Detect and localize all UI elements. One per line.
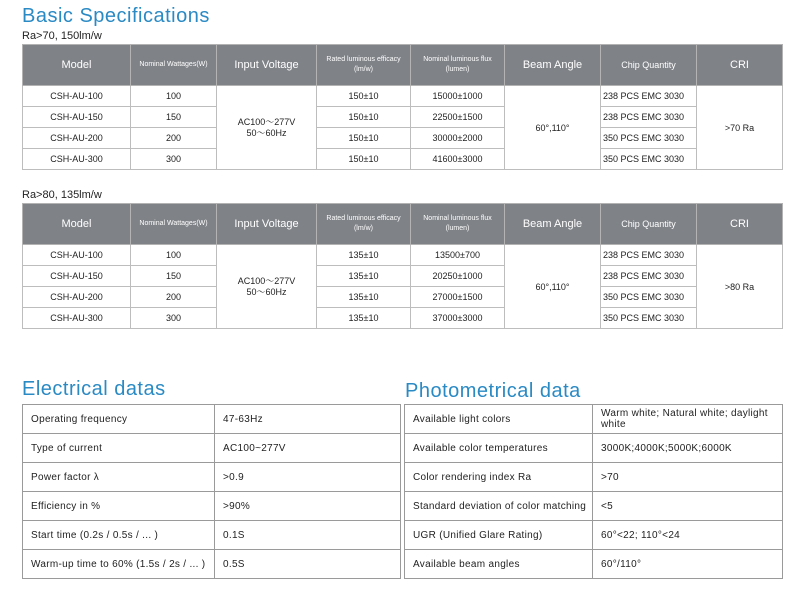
photometrical-value: >70 (593, 463, 783, 492)
model-cell: CSH-AU-100 (23, 86, 131, 107)
flux-cell: 30000±2000 (411, 128, 505, 149)
flux-cell: 13500±700 (411, 245, 505, 266)
photometrical-label: Available beam angles (405, 550, 593, 579)
spec-table-2 (22, 203, 783, 329)
header-flux: Nominal luminous flux (lumen) (411, 204, 505, 245)
model-cell: CSH-AU-150 (23, 107, 131, 128)
photometrical-value: 60°<22; 110°<24 (593, 521, 783, 550)
model-cell: CSH-AU-300 (23, 149, 131, 170)
chip-cell: 350 PCS EMC 3030 (601, 308, 697, 329)
electrical-value: >0.9 (215, 463, 401, 492)
basic-specifications-title: Basic Specifications (22, 5, 210, 27)
chip-cell: 238 PCS EMC 3030 (601, 107, 697, 128)
header-voltage: Input Voltage (217, 45, 317, 86)
table-row (405, 405, 783, 434)
electrical-value: AC100~277V (215, 434, 401, 463)
table-row (405, 521, 783, 550)
flux-cell: 20250±1000 (411, 266, 505, 287)
table-row (23, 86, 783, 107)
header-chip: Chip Quantity (601, 204, 697, 245)
spec-header-row (23, 45, 783, 86)
wattage-cell: 100 (131, 245, 217, 266)
photometrical-label: Standard deviation of color matching (405, 492, 593, 521)
header-model: Model (23, 45, 131, 86)
table-row (23, 245, 783, 266)
flux-cell: 22500±1500 (411, 107, 505, 128)
model-cell: CSH-AU-300 (23, 308, 131, 329)
model-cell: CSH-AU-150 (23, 266, 131, 287)
voltage-frequency: 50～60Hz (246, 127, 287, 138)
table-row (23, 521, 401, 550)
photometrical-value: Warm white; Natural white; daylight white (593, 405, 783, 434)
photometrical-value: 3000K;4000K;5000K;6000K (593, 434, 783, 463)
wattage-cell: 150 (131, 107, 217, 128)
photometrical-table (404, 404, 783, 579)
wattage-cell: 150 (131, 266, 217, 287)
header-efficacy: Rated luminous efficacy (lm/w) (317, 45, 411, 86)
voltage-cell (217, 86, 317, 170)
electrical-label: Efficiency in % (23, 492, 215, 521)
efficacy-cell: 150±10 (317, 128, 411, 149)
wattage-cell: 300 (131, 149, 217, 170)
flux-cell: 27000±1500 (411, 287, 505, 308)
table2-subtitle: Ra>80, 135lm/w (22, 189, 102, 201)
header-voltage: Input Voltage (217, 204, 317, 245)
chip-cell: 350 PCS EMC 3030 (601, 128, 697, 149)
efficacy-cell: 150±10 (317, 86, 411, 107)
table-row (23, 308, 783, 329)
table-row (23, 492, 401, 521)
electrical-value: >90% (215, 492, 401, 521)
table-row (405, 492, 783, 521)
cri-cell: >80 Ra (697, 245, 783, 329)
electrical-label: Type of current (23, 434, 215, 463)
electrical-label: Operating frequency (23, 405, 215, 434)
header-wattage: Nominal Wattages(W) (131, 45, 217, 86)
table-row (405, 463, 783, 492)
photometrical-title: Photometrical data (405, 380, 581, 402)
cri-cell: >70 Ra (697, 86, 783, 170)
electrical-label: Start time (0.2s / 0.5s / ... ) (23, 521, 215, 550)
header-chip: Chip Quantity (601, 45, 697, 86)
model-cell: CSH-AU-200 (23, 128, 131, 149)
header-wattage: Nominal Wattages(W) (131, 204, 217, 245)
photometrical-label: Color rendering index Ra (405, 463, 593, 492)
spec-header-row (23, 204, 783, 245)
table-row (23, 287, 783, 308)
chip-cell: 238 PCS EMC 3030 (601, 86, 697, 107)
electrical-table (22, 404, 401, 579)
flux-cell: 37000±3000 (411, 308, 505, 329)
table1-subtitle: Ra>70, 150lm/w (22, 30, 102, 42)
electrical-value: 0.1S (215, 521, 401, 550)
electrical-label: Power factor λ (23, 463, 215, 492)
photometrical-label: Available color temperatures (405, 434, 593, 463)
chip-cell: 238 PCS EMC 3030 (601, 266, 697, 287)
efficacy-cell: 135±10 (317, 245, 411, 266)
wattage-cell: 300 (131, 308, 217, 329)
header-beam: Beam Angle (505, 204, 601, 245)
electrical-label: Warm-up time to 60% (1.5s / 2s / ... ) (23, 550, 215, 579)
header-model: Model (23, 204, 131, 245)
electrical-value: 0.5S (215, 550, 401, 579)
efficacy-cell: 150±10 (317, 107, 411, 128)
header-flux: Nominal luminous flux (lumen) (411, 45, 505, 86)
wattage-cell: 200 (131, 287, 217, 308)
header-beam: Beam Angle (505, 45, 601, 86)
beam-cell: 60°,110° (505, 245, 601, 329)
table-row (23, 266, 783, 287)
photometrical-value: <5 (593, 492, 783, 521)
table-row (23, 107, 783, 128)
flux-cell: 41600±3000 (411, 149, 505, 170)
efficacy-cell: 135±10 (317, 308, 411, 329)
table-row (23, 434, 401, 463)
header-cri: CRI (697, 204, 783, 245)
voltage-range: AC100～277V (237, 275, 296, 286)
efficacy-cell: 135±10 (317, 287, 411, 308)
table-row (23, 128, 783, 149)
chip-cell: 350 PCS EMC 3030 (601, 149, 697, 170)
table-row (23, 405, 401, 434)
electrical-value: 47-63Hz (215, 405, 401, 434)
electrical-title: Electrical datas (22, 378, 166, 400)
header-efficacy: Rated luminous efficacy (lm/w) (317, 204, 411, 245)
chip-cell: 350 PCS EMC 3030 (601, 287, 697, 308)
photometrical-value: 60°/110° (593, 550, 783, 579)
table-row (23, 463, 401, 492)
voltage-range: AC100～277V (237, 116, 296, 127)
voltage-cell (217, 245, 317, 329)
chip-cell: 238 PCS EMC 3030 (601, 245, 697, 266)
table-row (405, 434, 783, 463)
spec-table-1 (22, 44, 783, 170)
header-cri: CRI (697, 45, 783, 86)
table-row (23, 149, 783, 170)
efficacy-cell: 135±10 (317, 266, 411, 287)
photometrical-label: UGR (Unified Glare Rating) (405, 521, 593, 550)
beam-cell: 60°,110° (505, 86, 601, 170)
voltage-frequency: 50～60Hz (246, 286, 287, 297)
model-cell: CSH-AU-100 (23, 245, 131, 266)
photometrical-label: Available light colors (405, 405, 593, 434)
efficacy-cell: 150±10 (317, 149, 411, 170)
wattage-cell: 100 (131, 86, 217, 107)
table-row (405, 550, 783, 579)
model-cell: CSH-AU-200 (23, 287, 131, 308)
wattage-cell: 200 (131, 128, 217, 149)
flux-cell: 15000±1000 (411, 86, 505, 107)
table-row (23, 550, 401, 579)
